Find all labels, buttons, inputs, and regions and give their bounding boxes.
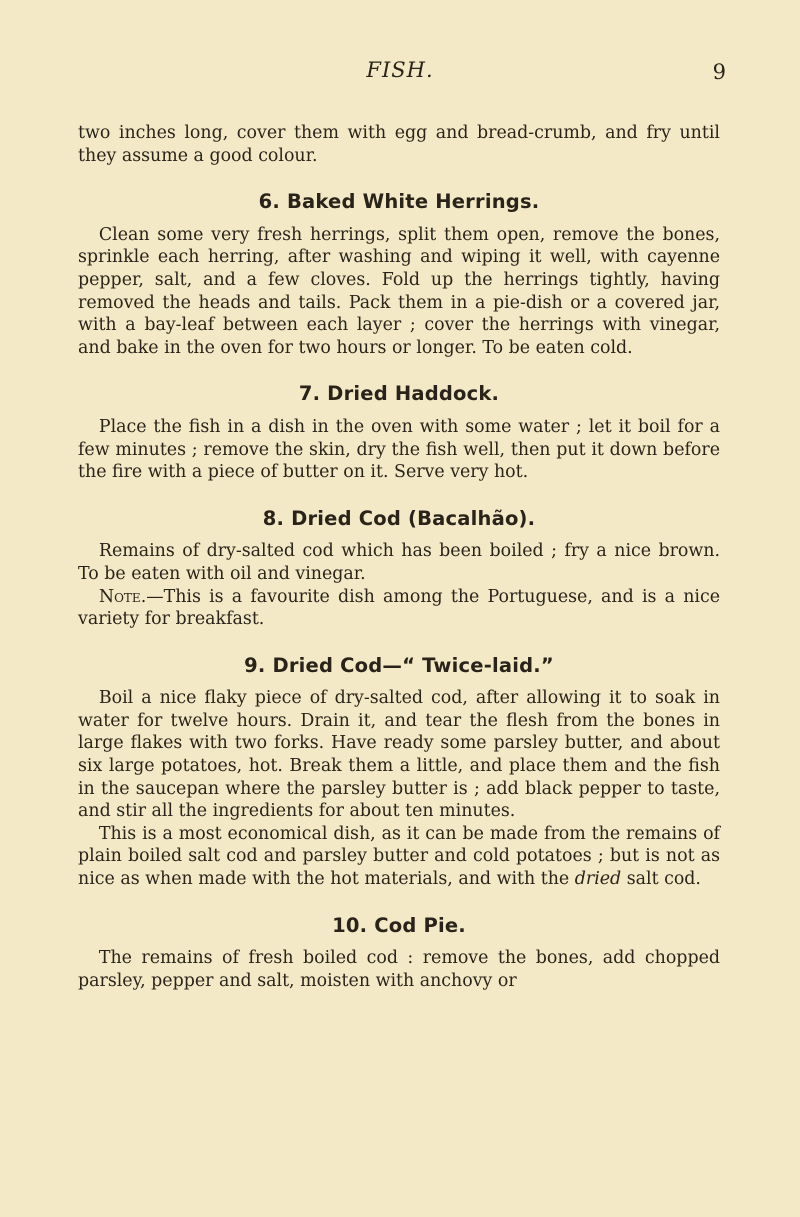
recipe-paragraph: Remains of dry-salted cod which has been boiled ; fry a nice brown. To be eaten with oil and vinegar. <box>78 541 720 584</box>
note-text: —This is a favourite dish among the Portuguese, and is a nice variety for breakfast. <box>78 586 720 630</box>
page-number: 9 <box>712 60 726 84</box>
recipe-heading: 6. Baked White Herrings. <box>258 190 540 214</box>
recipe-8 <box>78 508 720 631</box>
recipe-9 <box>78 655 720 891</box>
note-label: Note. <box>98 586 147 607</box>
recipe-10 <box>78 915 720 993</box>
recipe-heading: 7. Dried Haddock. <box>298 382 500 406</box>
continued-paragraph: two inches long, cover them with egg and bread-crumb, and fry until they assume a good colour. <box>78 123 720 166</box>
page-body <box>78 122 720 992</box>
recipe-paragraph: Place the fish in a dish in the oven with some water ; let it boil for a few minutes ; remove the skin, dry the fish well, then put it down before the fire with a piece of butter on it. Serve very hot. <box>78 416 720 483</box>
recipe-heading: 8. Dried Cod (Bacalhão). <box>262 506 536 530</box>
recipe-paragraph: The remains of fresh boiled cod : remove the bones, add chopped parsley, pepper and salt, moisten with anchovy or <box>78 948 720 991</box>
running-title: FISH. <box>366 58 434 82</box>
recipe-heading: 9. Dried Cod—“ Twice-laid.” <box>244 653 554 677</box>
paragraph-text: salt cod. <box>621 869 701 890</box>
recipe-paragraph: Clean some very fresh herrings, split them open, remove the bones, sprinkle each herring, after washing and wiping it well, with cayenne pepper, salt, and a few cloves. Fold up the herrings tightly, having removed the heads and tails. Pack them in a pie-dish or a covered jar, with a bay-leaf between each layer ; cover the herrings with vinegar, and bake in the oven for two hours or longer. To be eaten cold. <box>78 224 720 358</box>
recipe-paragraph: Boil a nice flaky piece of dry-salted cod, after allowing it to soak in water for twelve hours. Drain it, and tear the flesh from the bones in large flakes with two forks. Have ready some parsley butter, and about six large potatoes, hot. Break them a little, and place them and the fish in the saucepan where the parsley butter is ; add black pepper to taste, and stir all the ingredients for about ten minutes. <box>78 688 720 822</box>
recipe-note <box>78 586 720 631</box>
running-header <box>0 58 800 92</box>
recipe-6 <box>78 191 720 359</box>
recipe-7 <box>78 383 720 483</box>
emphasis-text: dried <box>574 869 622 890</box>
recipe-heading: 10. Cod Pie. <box>332 913 466 937</box>
paragraph-text: This is a most economical dish, as it can be made from the remains of plain boiled salt cod and parsley butter and cold potatoes ; but is not as nice as when made with the hot materials, and with the <box>78 823 720 890</box>
recipe-paragraph-2 <box>78 823 720 891</box>
